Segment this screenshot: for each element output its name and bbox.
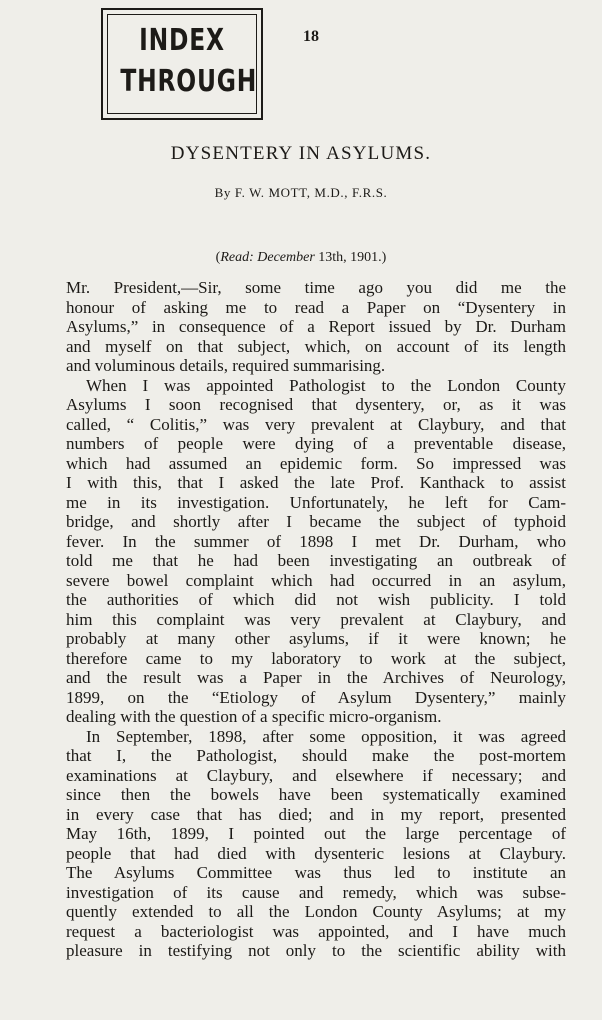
text-line: which had assumed an epidemic form. So impressed was (66, 453, 566, 473)
read-date-year: 1901.) (350, 250, 387, 265)
text-line: probably at many other asylums, if it were known; he (66, 629, 566, 648)
text-line: In September, 1898, after some opposition, it was agreed (86, 726, 566, 746)
text-line: request a bacteriologist was appointed, and I have much (66, 921, 566, 941)
text-line: people that had died with dysenteric lesions at Claybury. (66, 843, 566, 863)
text-line: bridge, and shortly after I became the subject of typhoid (66, 512, 566, 531)
text-line: therefore came to my laboratory to work at the subject, (66, 648, 566, 668)
text-line: The Asylums Committee was thus led to institute an (66, 863, 566, 882)
article-title: DYSENTERY IN ASYLUMS. (170, 143, 432, 164)
text-line: dealing with the question of a specific micro-organism. (66, 707, 442, 726)
read-date-day: 13th, (318, 250, 347, 265)
text-line: me in its investigation. Unfortunately, he left for Cam- (66, 492, 566, 512)
stamp-word-index: INDEX (139, 23, 225, 58)
text-line: called, “ Colitis,” was very prevalent at Claybury, and that (66, 414, 566, 434)
read-date-open-paren: ( (215, 250, 221, 265)
read-date (0, 250, 602, 266)
text-line: and myself on that subject, which, on account of its length (66, 336, 566, 356)
text-line: When I was appointed Pathologist to the London County (86, 375, 566, 395)
text-line: severe bowel complaint which had occurred in an asylum, (66, 570, 566, 590)
text-line: examinations at Claybury, and elsewhere if necessary; and (66, 765, 566, 785)
text-line: I with this, that I asked the late Prof. Kanthack to assist (66, 473, 566, 492)
text-line: quently extended to all the London County Asylums; at my (66, 902, 566, 921)
page-number: 18 (303, 28, 319, 45)
text-line: in every case that has died; and in my report, presented (66, 804, 566, 824)
text-line: Mr. President,—Sir, some time ago you did me the (66, 278, 566, 297)
text-line: that I, the Pathologist, should make the post-mortem (66, 746, 566, 765)
text-line: May 16th, 1899, I pointed out the large percentage of (66, 824, 566, 843)
text-line: 1899, on the “Etiology of Asylum Dysentery,” mainly (66, 687, 566, 707)
text-line: him this complaint was very prevalent at Claybury, and (66, 609, 566, 629)
text-line: since then the bowels have been systematically examined (66, 785, 566, 804)
text-line: and the result was a Paper in the Archives of Neurology, (66, 668, 566, 687)
read-label: Read: (220, 250, 254, 265)
text-line: the authorities of which did not wish publicity. I told (66, 590, 566, 609)
text-line: honour of asking me to read a Paper on “Dysentery in (66, 297, 566, 317)
text-line: Asylums I soon recognised that dysentery, or, as it was (66, 395, 566, 414)
text-line: and voluminous details, required summarising. (66, 356, 386, 375)
text-line: fever. In the summer of 1898 I met Dr. Durham, who (66, 531, 566, 551)
text-line: investigation of its cause and remedy, which was subse- (66, 882, 566, 902)
article-body (66, 278, 566, 961)
index-through-stamp (101, 8, 263, 120)
read-date-month: December (257, 250, 315, 265)
text-line: pleasure in testifying not only to the scientific ability with (66, 941, 566, 960)
stamp-word-through: THROUGH (120, 64, 258, 99)
text-line: Asylums,” in consequence of a Report issued by Dr. Durham (66, 317, 566, 336)
author-byline: By F. W. MOTT, M.D., F.R.S. (214, 185, 388, 200)
text-line: numbers of people were dying of a preventable disease, (66, 434, 566, 453)
text-line: told me that he had been investigating an outbreak of (66, 551, 566, 570)
